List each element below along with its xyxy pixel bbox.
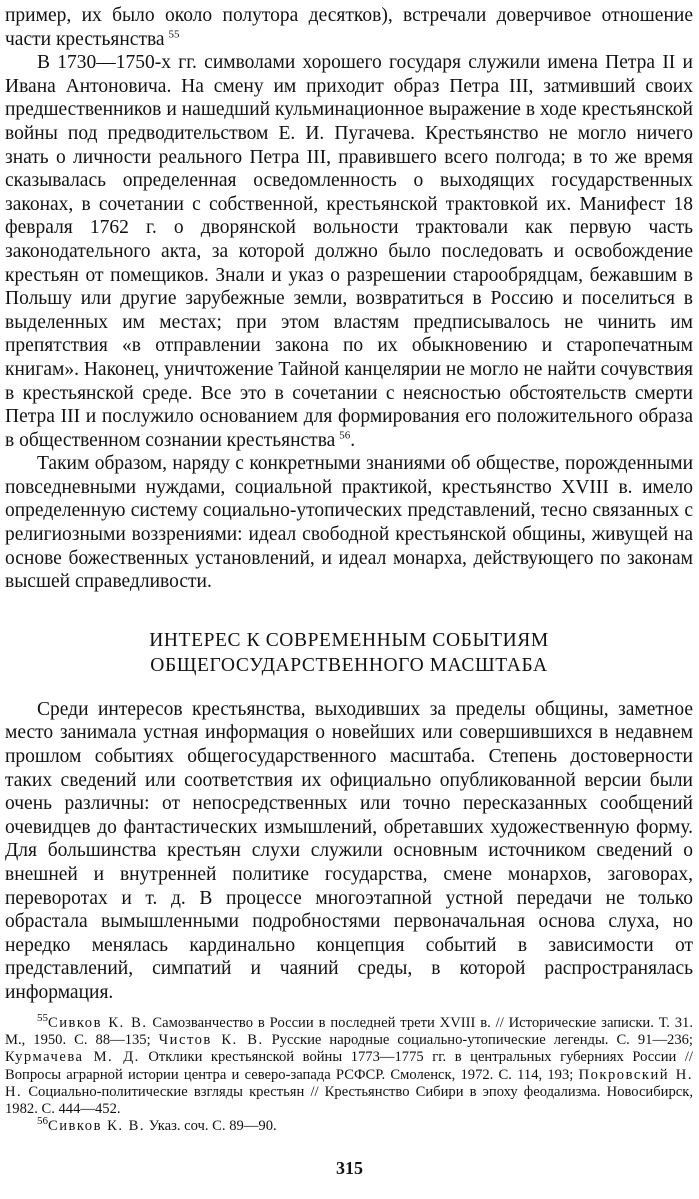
paragraph-conclusion: Таким образом, наряду с конкретными знаниями об обществе, порожденными повседневными нуждами, социальной практикой, крестьянство XVIII в. имело определенную систему социально-утопических представлений, тесно связанных с религиозными воззрениями: идеал свободной крестьянской общины, живущей на основе божественных установлений, и идеал монарха, действующего по законам высшей справедливости. [5, 453, 693, 593]
footnote-55: $^{55}$Сивков К. В. Самозванчество в России в последней трети XVIII в. // Исторические записки. Т. 31. М., 1950. С. 88—135; Чистов К. В. Русские народные социально-утопические легенды. С. 91—236; Курмачева М. Д. Отклики крестьянской войны 1773—1775 гг. в центральных губерниях России // Вопросы аграрной истории центра и северо-запада РСФСР. Смоленск, 1972. С. 114, 193; Покровский Н. Н. Социально-политические взгляды крестьян // Крестьянство Сибири в эпоху феодализма. Новосибирск, 1982. С. 444—452. [5, 1012, 693, 1118]
footnote-ref-56[interactable]: 56 [339, 429, 351, 442]
footnotes [5, 1012, 693, 1135]
section-heading-line-2: ОБЩЕГОСУДАРСТВЕННОГО МАСШТАБА [150, 654, 548, 676]
footnote-ref-55[interactable]: 55 [168, 28, 180, 41]
section-heading-line-1: ИНТЕРЕС К СОВРЕМЕННЫМ СОБЫТИЯМ [149, 629, 549, 651]
paragraph-continuation: пример, их было около полутора десятков), встречали доверчивое отношение части крестьянства $^{55}$ [5, 5, 693, 50]
footnote-56: $^{56}$Сивков К. В. Указ. соч. С. 89—90. [37, 1115, 277, 1135]
section-heading [5, 628, 693, 678]
page-number: 315 [336, 1158, 363, 1178]
paragraph-section-intro: Среди интересов крестьянства, выходивших за пределы общины, заметное место занимала устная информация о новейших или совершившихся в недавнем прошлом событиях общегосударственного масштаба. Степень достоверности таких сведений или соответствия их официально опубликованной версии были очень различны: от непосредственных или точно пересказанных сообщений очевидцев до фантастических измышлений, обретавших художественную форму. Для большинства крестьян слухи служили основным источником сведений о внешней и внутренней политике государства, смене монархов, заговорах, переворотах и т. д. В процессе многоэтапной устной передачи не только обрастала вымышленными подробностями первоначальная основа слуха, но нередко менялась кардинально концепция событий в зависимости от представлений, симпатий и чаяний среды, в которой распространялась информация. [5, 698, 693, 1003]
main-text [5, 4, 693, 1005]
paragraph-peter-iii: В 1730—1750-х гг. символами хорошего государя служили имена Петра II и Ивана Антоновича. На смену им приходит образ Петра III, затмивший своих предшественников и нашедший кульминационное выражение в ходе крестьянской войны под предводительством Е. И. Пугачева. Крестьянство не могло ничего знать о личности реального Петра III, правившего всего полгода; в то же время сказывалась определенная осведомленность о выходящих государственных законах, в сочетании с собственной, крестьянской трактовкой их. Манифест 18 февраля 1762 г. о дворянской вольности трактовали как первую часть законодательного акта, за которой должно было последовать и освобождение крестьян от помещиков. Знали и указ о разрешении старообрядцам, бежавшим в Польшу или другие зарубежные земли, возвратиться в Россию и поселиться в выделенных им местах; при этом властям предписывалось не чинить им препятствия «в отправлении закона по их обыкновению и старопечатным книгам». Наконец, уничтожение Тайной канцелярии не могло не найти сочувствия в крестьянской среде. Все это в сочетании с неясностью обстоятельств смерти Петра III и послужило основанием для формирования его положительного образа в общественном сознании крестьянства $^{56}$. [5, 52, 693, 451]
